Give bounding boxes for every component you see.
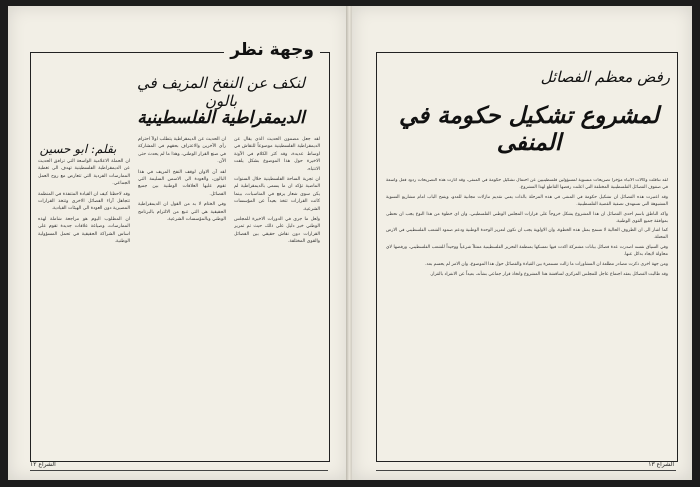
- paragraph: لقد جعل مضمون الحديث الذي يقال عن الديمقراطية الفلسطينية موضوعاً للنقاش في اوساط عديدة، وقد كثر الكلام في الآونة الاخيرة حول هذا الموضوع بشكل يلفت الانتباه.: [234, 137, 320, 172]
- right-page: [352, 6, 692, 480]
- paragraph: وقد لاحظنا كيف ان القيادة المتنفذة في المنظمة تتجاهل آراء الفصائل الاخرى وتتخذ القرارات المصيرية دون العودة الى الهيئات القيادية.: [38, 191, 130, 212]
- page-number-right: الشراع ١٣: [648, 461, 674, 468]
- page-number-left: الشراع ١٢: [30, 461, 56, 468]
- paragraph: ولعل ما جرى في الدورات الاخيرة للمجلس الوطني خير دليل على ذلك، حيث تم تمرير القرارات دون نقاش حقيقي بين الفصائل والقوى المختلفة.: [234, 217, 320, 245]
- paragraph: ومن جهة اخرى ذكرت مصادر مطلعة ان المشاورات ما زالت مستمرة بين القيادة والفصائل حول هذا الموضوع، وان الامر لم يحسم بعد.: [425, 262, 668, 268]
- paragraph: لقد تناقلت وكالات الانباء مؤخراً تصريحات منسوبة لمسؤولين فلسطينيين عن احتمال تشكيل حكومة في المنفى، وقد اثارت هذه التصريحات ردود فعل واسعة في صفوف الفصائل الفلسطينية المختلفة التي اعلنت رفضها القاطع لهذا المشروع.: [386, 178, 668, 190]
- section-title: وجهة نظر: [224, 40, 320, 60]
- right-article-body: [386, 178, 668, 446]
- paragraph: لقد آن الاوان لوقف النفخ المزيف في هذا البالون، والعودة الى الاسس السليمة التي تقوم عليها العلاقات الوطنية بين جميع الفصائل.: [138, 169, 226, 197]
- paragraph: وقد طالبت الفصائل بعقد اجتماع عاجل للمجلس المركزي لمناقشة هذا المشروع واتخاذ قرار جماعي بشأنه، بعيداً عن الانفراد بالقرار.: [429, 271, 668, 277]
- paragraph: وفي الختام لا بد من القول ان الديمقراطية الحقيقية هي التي تنبع من الالتزام بالبرنامج الوطني وبالمؤسسات الشرعية.: [138, 202, 226, 223]
- left-column-left: [38, 158, 130, 446]
- byline: بقلم: ابو حسين: [39, 142, 117, 156]
- paragraph: وفي السياق نفسه اصدرت عدة فصائل بيانات مشتركة اكدت فيها تمسكها بمنظمة التحرير الفلسطينية ممثلاً شرعياً ووحيداً للشعب الفلسطيني، ورفضها لاي محاولة لايجاد بدائل عنها.: [386, 245, 668, 258]
- right-headline-line-2: لمشروع تشكيل حكومة في المنفى: [399, 102, 659, 156]
- left-column-middle: [138, 136, 226, 446]
- paragraph: ان الحديث عن الديمقراطية يتطلب اولاً احترام رأي الآخرين والاعتراف بحقهم في المشاركة في صنع القرار الوطني، وهذا ما لم يحدث حتى الآن.: [138, 137, 226, 165]
- paragraph: كما اشار الى ان الظروف الحالية لا تسمح بمثل هذه الخطوة، وان الاولوية يجب ان تكون لتعزيز الوحدة الوطنية ودعم صمود الشعب الفلسطيني في الارض المحتلة.: [386, 228, 668, 241]
- paragraph: ان الحملة الاعلامية الواسعة التي ترافق الحديث عن الديمقراطية الفلسطينية تهدف الى تغطية الممارسات الفردية التي تتعارض مع روح العمل الجماعي.: [38, 159, 130, 187]
- paragraph: ان تجربة الساحة الفلسطينية خلال السنوات الماضية تؤكد ان ما يسمى بالديمقراطية لم يكن سوى شعار يرفع في المناسبات، بينما كانت القرارات تتخذ بعيداً عن المؤسسات الشرعية.: [234, 177, 320, 212]
- paragraph: ان المطلوب اليوم هو مراجعة شاملة لهذه الممارسات، وصياغة علاقات جديدة تقوم على اساس الشراكة الحقيقية في تحمل المسؤولية الوطنية.: [38, 216, 130, 245]
- paragraph: وقد اعتبرت هذه الفصائل ان تشكيل حكومة في المنفى في هذه المرحلة بالذات يعني تقديم تنازلات مجانية للعدو، ويفتح الباب امام مشاريع التسوية المشبوهة التي تستهدف تصفية القضية الفلسطينية.: [386, 194, 668, 207]
- left-headline-line-1: لنكف عن النفخ المزيف في بالون: [137, 74, 305, 110]
- right-headline-line-1: رفض معظم الفصائل: [540, 68, 670, 86]
- footer-rule: [376, 470, 676, 471]
- left-headline-line-2: الديمقراطية الفلسطينية: [137, 108, 305, 128]
- paragraph: واكد الناطق باسم احدى الفصائل ان هذا المشروع يشكل خروجاً على قرارات المجلس الوطني الفلسطيني، وان اي خطوة من هذا النوع يجب ان تحظى بموافقة جميع القوى الوطنية.: [386, 211, 668, 224]
- footer-rule: [30, 470, 328, 471]
- left-page: [8, 6, 348, 480]
- left-column-right: [234, 136, 320, 446]
